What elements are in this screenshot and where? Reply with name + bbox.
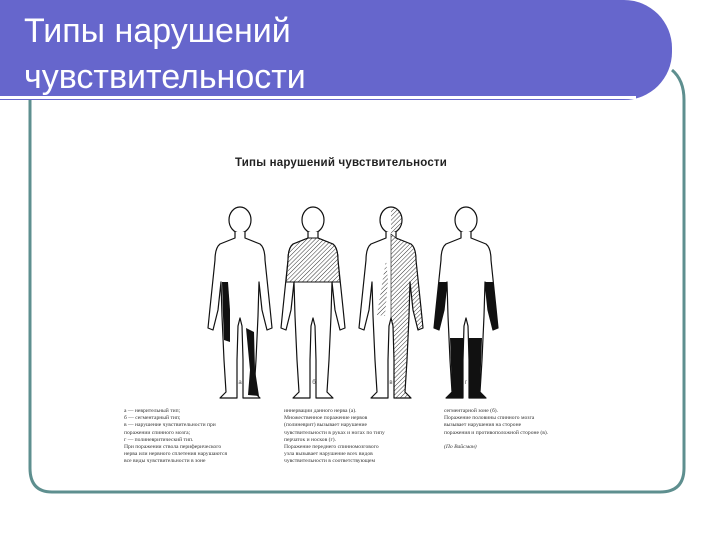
figure-title: Типы нарушений чувствительности <box>235 157 448 169</box>
slide-title-line-1: Типы нарушений <box>24 12 291 50</box>
figure-c-spinal <box>359 207 423 398</box>
figure-label-b: б <box>312 380 316 386</box>
figure-b-segmental <box>281 207 345 398</box>
figure-label-c: в <box>389 380 393 386</box>
legend-column-2: иннервации данного нерва (а). Множественное поражение нервов (полиневрит) вызывает нарушение чувствительности в руках и ногах по типу перчаток и носков (г). Поражение переднего спинномозгового узла вызывает нарушение всех видов чувствительности в соответствующем <box>284 408 385 465</box>
figure-label-a: а <box>238 380 242 386</box>
figure-label-d: г <box>464 380 468 386</box>
figure-d-polyneuritic <box>434 207 498 398</box>
slide-title-line-2: чувствительности <box>24 58 306 96</box>
legend-column-1: а — неврительный тип; б — сегментарный тип; в — нарушение чувствительности при поражении спинного мозга; г — полиневритический тип. При поражении ствола периферического нерва или нервного сплетения нарушаются все виды чувствительности в зоне <box>124 408 228 465</box>
legend-column-3: сегментарной зоне (б). Поражение половины спинного мозга вызывает нарушения на стороне поражения и противоположной стороне (в). (По Вайсман) <box>444 408 549 451</box>
figure-a-neuritic <box>208 207 272 398</box>
